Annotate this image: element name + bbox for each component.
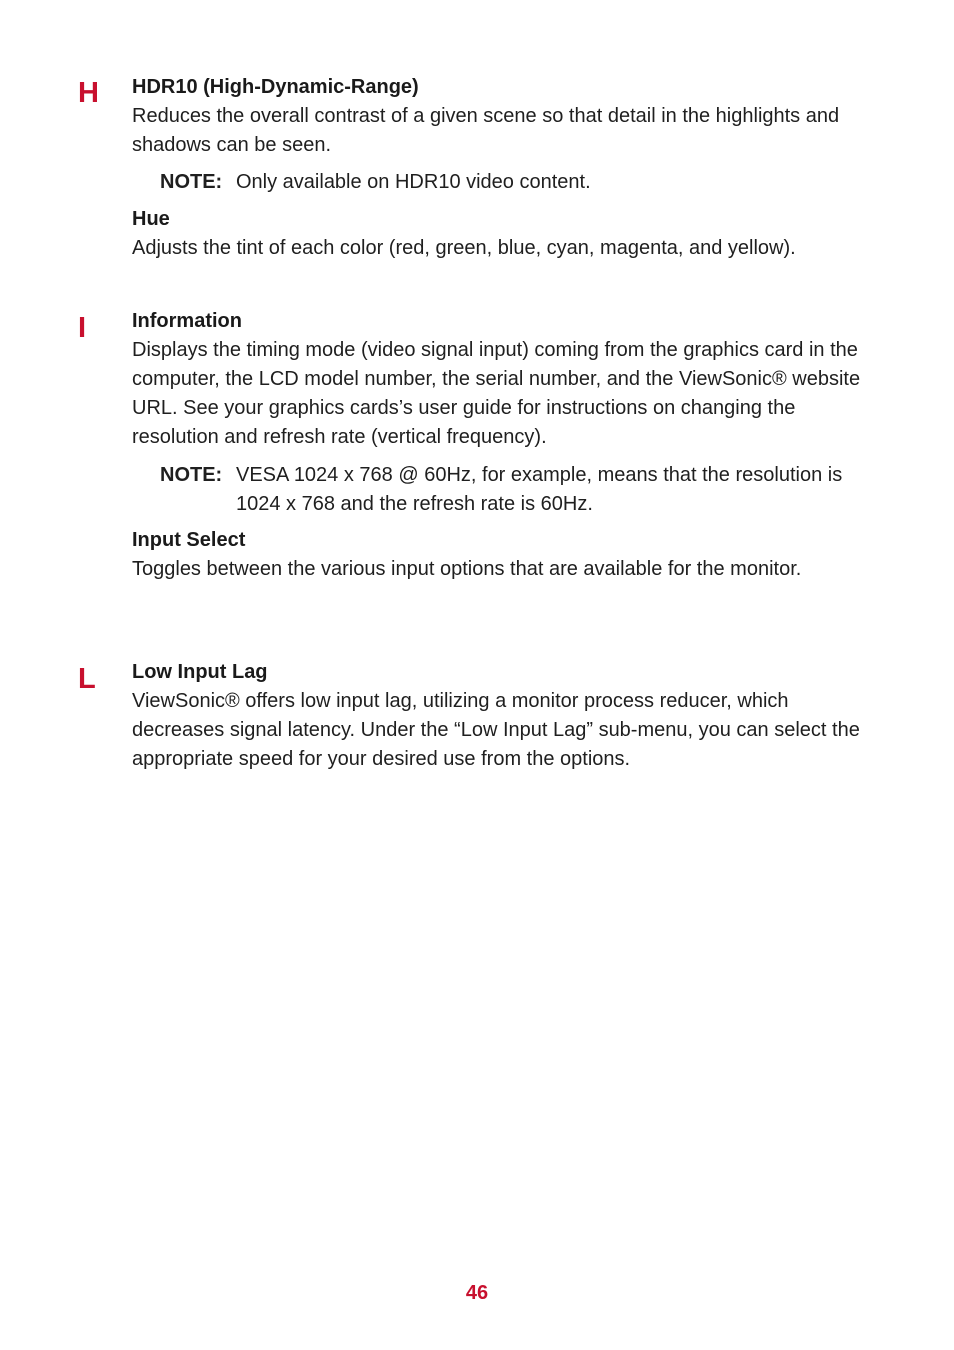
note-text: VESA 1024 x 768 @ 60Hz, for example, means that the resolution is 1024 x 768 and the refresh rate is 60Hz.: [236, 464, 843, 515]
entry-term: HDR10 (High-Dynamic-Range): [132, 76, 419, 98]
section-letter-i: I: [78, 312, 87, 344]
note-hdr10: [160, 168, 890, 197]
entry-information: [132, 307, 892, 452]
page-number: 46: [465, 1282, 489, 1304]
entry-term: Low Input Lag: [132, 661, 268, 683]
entry-hue: [132, 205, 892, 263]
entry-term: Information: [132, 310, 242, 332]
entry-description: ViewSonic® offers low input lag, utilizing a monitor process reducer, which decreases signal latency. Under the “Low Input Lag” sub-menu, you can select the appropriate speed for your desired use from the options.: [132, 690, 860, 770]
note-information: [160, 461, 890, 519]
note-text: Only available on HDR10 video content.: [236, 171, 591, 193]
entry-input-select: [132, 526, 892, 584]
entry-description: Toggles between the various input options that are available for the monitor.: [132, 558, 802, 580]
note-label: NOTE:: [160, 464, 223, 486]
entry-low-input-lag: [132, 658, 892, 774]
entry-description: Displays the timing mode (video signal input) coming from the graphics card in the computer, the LCD model number, the serial number, and the ViewSonic® website URL. See your graphics cards’s user guide for instructions on changing the resolution and refresh rate (vertical frequency).: [132, 339, 861, 448]
section-letter-l: L: [78, 663, 96, 695]
note-label: NOTE:: [160, 171, 223, 193]
entry-term: Hue: [132, 208, 170, 230]
entry-description: Reduces the overall contrast of a given scene so that detail in the highlights and shadows can be seen.: [132, 105, 840, 156]
entry-hdr10: [132, 73, 892, 160]
entry-description: Adjusts the tint of each color (red, green, blue, cyan, magenta, and yellow).: [132, 237, 796, 259]
entry-term: Input Select: [132, 529, 246, 551]
section-letter-h: H: [78, 77, 99, 109]
